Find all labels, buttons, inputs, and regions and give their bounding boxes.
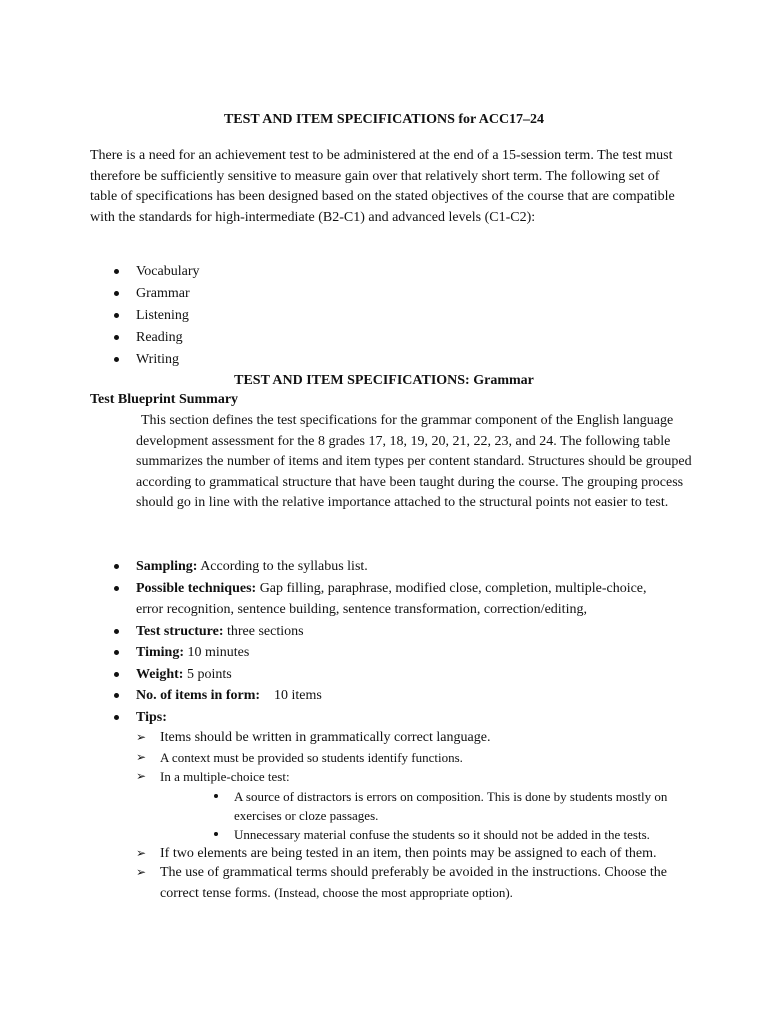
tip-item <box>136 863 672 903</box>
spec-item <box>112 642 672 664</box>
sub-tip-item <box>214 787 672 825</box>
spec-label: Test structure: <box>136 623 224 639</box>
list-item <box>112 261 200 283</box>
tip-text: In a multiple-choice test: <box>160 769 290 784</box>
tip-item <box>136 728 672 748</box>
tip-text: The use of grammatical terms should preferably be avoided in the instructions. Choose the correct tense forms. <box>160 865 667 901</box>
spec-label: Sampling: <box>136 559 198 574</box>
skill-label: Grammar <box>136 286 190 301</box>
tip-item <box>136 844 672 864</box>
list-item <box>112 283 200 305</box>
list-item <box>112 327 200 349</box>
sub-tips-list <box>160 787 672 844</box>
sub-tip-item <box>214 825 672 844</box>
bullet-icon <box>114 357 119 362</box>
sub-tip-text: Unnecessary material confuse the students so it should not be added in the tests. <box>234 826 650 842</box>
spec-item <box>112 621 672 643</box>
skill-label: Writing <box>136 352 179 367</box>
skills-list <box>112 261 200 371</box>
list-item <box>112 349 200 371</box>
section-heading: Test Blueprint Summary <box>90 392 239 407</box>
spec-item-tips <box>112 707 672 904</box>
spec-value: Gap filling, paraphrase, modified close, completion, multiple-choice, error recognition, sentence building, sentence transformation, correction/editing, <box>136 580 647 617</box>
bullet-icon <box>114 564 119 569</box>
spec-value: three sections <box>223 623 304 639</box>
spec-label: Weight: <box>136 666 184 682</box>
tip-item <box>136 767 672 844</box>
tips-label: Tips: <box>136 709 167 725</box>
bullet-icon <box>214 832 218 836</box>
tip-text: If two elements are being tested in an item, then points may be assigned to each of them. <box>160 845 657 861</box>
arrow-bullet-icon: ➢ <box>136 769 147 783</box>
spec-value: According to the syllabus list. <box>197 559 368 574</box>
sub-tip-text: A source of distractors is errors on composition. This is done by students mostly on exercises or cloze passages. <box>234 788 668 823</box>
spec-label: No. of items in form: <box>136 688 261 703</box>
bullet-icon <box>114 693 119 698</box>
spec-value: 5 points <box>183 666 232 682</box>
summary-paragraph: This section defines the test specifications for the grammar component of the English language development assessment for the 8 grades 17, 18, 19, 20, 21, 22, 23, and 24. The following table summarizes the number of items and item types per content standard. Structures should be grouped according to grammatical structure that have been taught during the course. The grouping process should go in line with the relative importance attached to the structural points not easier to test. <box>136 413 692 510</box>
tip-text: A context must be provided so students identify functions. <box>160 749 463 765</box>
list-item <box>112 305 200 327</box>
bullet-icon <box>114 650 119 655</box>
spec-item <box>112 578 672 621</box>
spec-value: 10 items <box>260 688 322 703</box>
tips-list <box>136 728 672 903</box>
spec-label: Timing: <box>136 645 184 660</box>
spec-item <box>112 685 672 707</box>
bullet-icon <box>114 335 119 340</box>
intro-paragraph: There is a need for an achievement test to be administered at the end of a 15-session term. The test must therefore be sufficiently sensitive to measure gain over that relatively short term. The following set of table of specifications has been designed based on the stated objectives of the course that are compatible with the standards for high-intermediate (B2-C1) and advanced levels (C1-C2): <box>90 148 675 225</box>
spec-item <box>112 556 672 578</box>
section-title: TEST AND ITEM SPECIFICATIONS: Grammar <box>234 373 534 388</box>
bullet-icon <box>114 672 119 677</box>
tip-text-note: (Instead, choose the most appropriate option). <box>274 884 513 900</box>
bullet-icon <box>214 794 218 798</box>
skill-label: Vocabulary <box>136 264 200 279</box>
spec-label: Possible techniques: <box>136 580 257 596</box>
document-title: TEST AND ITEM SPECIFICATIONS for ACC17–24 <box>223 112 545 127</box>
spec-item <box>112 664 672 686</box>
tip-item <box>136 748 672 768</box>
tip-text: Items should be written in grammatically correct language. <box>160 730 491 745</box>
bullet-icon <box>114 313 119 318</box>
arrow-bullet-icon: ➢ <box>136 730 147 744</box>
spec-value: 10 minutes <box>183 645 250 660</box>
skill-label: Reading <box>136 330 183 345</box>
arrow-bullet-icon: ➢ <box>136 845 147 860</box>
arrow-bullet-icon: ➢ <box>136 865 147 879</box>
bullet-icon <box>114 629 119 634</box>
specs-list <box>112 556 672 903</box>
arrow-bullet-icon: ➢ <box>136 749 147 764</box>
skill-label: Listening <box>136 308 189 323</box>
bullet-icon <box>114 586 119 591</box>
bullet-icon <box>114 291 119 296</box>
bullet-icon <box>114 715 119 720</box>
bullet-icon <box>114 269 119 274</box>
